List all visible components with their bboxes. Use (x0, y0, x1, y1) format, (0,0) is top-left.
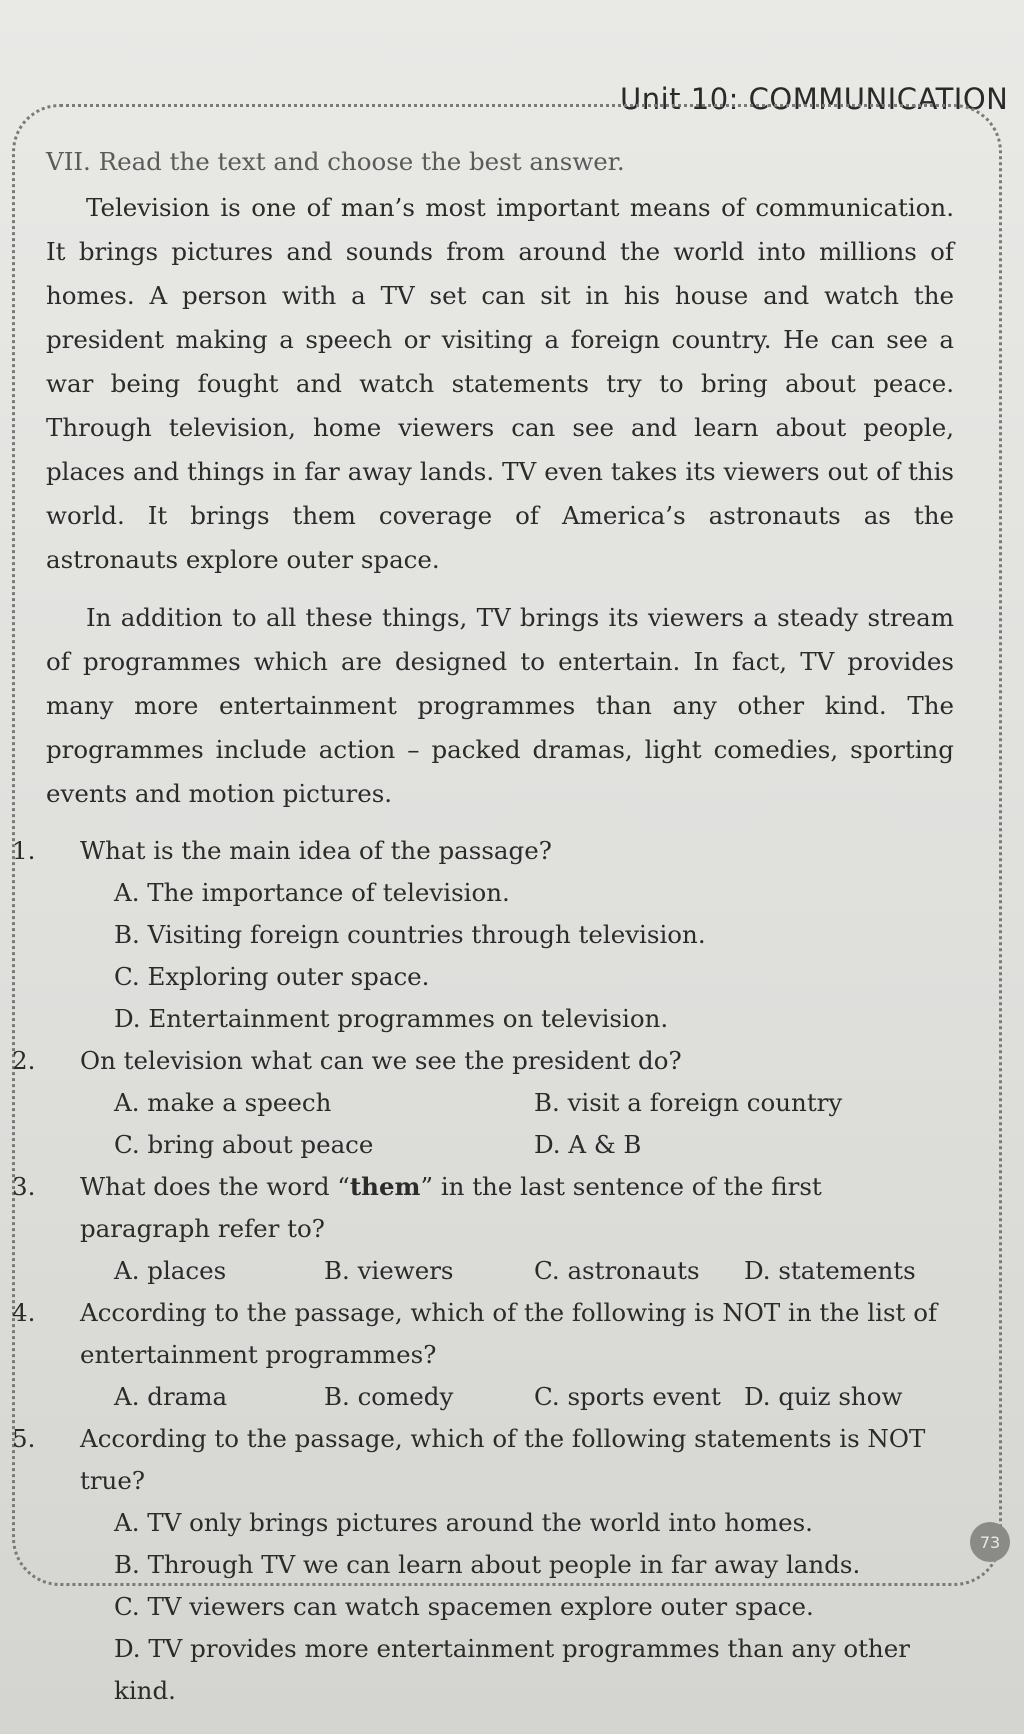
option-b[interactable]: B. visit a foreign country (534, 1088, 843, 1117)
options-row (46, 1082, 954, 1124)
options-row (46, 1124, 954, 1166)
option-c[interactable]: C. TV viewers can watch spacemen explore outer space. (114, 1592, 814, 1621)
option-a[interactable]: A. TV only brings pictures around the world into homes. (114, 1508, 813, 1537)
question-number: 4. (12, 1298, 36, 1327)
option-d[interactable]: D. statements (744, 1256, 916, 1285)
option-c[interactable]: C. sports event (534, 1382, 721, 1411)
passage-paragraph-1: Television is one of man’s most important means of communication. It brings pictures and sounds from around the world into millions of homes. A person with a TV set can sit in his house and watch the president making a speech or visiting a foreign country. He can see a war being fought and watch statements try to bring about peace. Through television, home viewers can see and learn about people, places and things in far away lands. TV even takes its viewers out of this world. It brings them coverage of America’s astronauts as the astronauts explore outer space. (46, 193, 954, 574)
question-4 (12, 1292, 954, 1418)
option-d[interactable]: D. A & B (534, 1130, 642, 1159)
options-row (46, 1376, 954, 1418)
question-3 (12, 1166, 954, 1292)
question-text: According to the passage, which of the following is NOT in the list of entertainment programmes? (80, 1298, 938, 1369)
question-text: On television what can we see the president do? (80, 1046, 682, 1075)
option-d[interactable]: D. TV provides more entertainment programmes than any other kind. (114, 1634, 910, 1705)
option-a[interactable]: A. places (114, 1256, 227, 1285)
option-a[interactable]: A. drama (114, 1382, 228, 1411)
option-b[interactable]: B. Through TV we can learn about people in far away lands. (114, 1550, 861, 1579)
question-keyword: them (349, 1172, 421, 1201)
page-number-badge: 73 (970, 1522, 1010, 1562)
option-d[interactable]: D. quiz show (744, 1382, 903, 1411)
exercise-content (12, 140, 954, 1712)
unit-title: Unit 10: COMMUNICATION (620, 82, 1009, 116)
option-b[interactable]: B. comedy (324, 1382, 454, 1411)
passage-paragraph-2: In addition to all these things, TV brings its viewers a steady stream of programmes which are designed to entertain. In fact, TV provides many more entertainment programmes than any other kind. The programmes include action – packed dramas, light comedies, sporting events and motion pictures. (46, 603, 954, 808)
option-d[interactable]: D. Entertainment programmes on television. (114, 1004, 669, 1033)
question-text: What is the main idea of the passage? (80, 836, 552, 865)
question-number: 2. (12, 1046, 36, 1075)
option-c[interactable]: C. Exploring outer space. (114, 962, 430, 991)
question-number: 3. (12, 1172, 36, 1201)
option-c[interactable]: C. bring about peace (114, 1130, 374, 1159)
option-b[interactable]: B. Visiting foreign countries through television. (114, 920, 706, 949)
option-b[interactable]: B. viewers (324, 1256, 454, 1285)
question-text-after: ” in the last sentence of the first paragraph refer to? (80, 1172, 822, 1243)
option-c[interactable]: C. astronauts (534, 1256, 700, 1285)
question-number: 1. (12, 836, 36, 865)
option-a[interactable]: A. make a speech (114, 1088, 332, 1117)
question-text-before: What does the word “ (80, 1172, 350, 1201)
question-1 (12, 830, 954, 1040)
exercise-instruction: VII. Read the text and choose the best answer. (46, 147, 625, 176)
question-number: 5. (12, 1424, 36, 1453)
question-text: According to the passage, which of the following statements is NOT true? (80, 1424, 926, 1495)
question-2 (12, 1040, 954, 1166)
question-5 (12, 1418, 954, 1712)
options-row (46, 1250, 954, 1292)
option-a[interactable]: A. The importance of television. (114, 878, 510, 907)
